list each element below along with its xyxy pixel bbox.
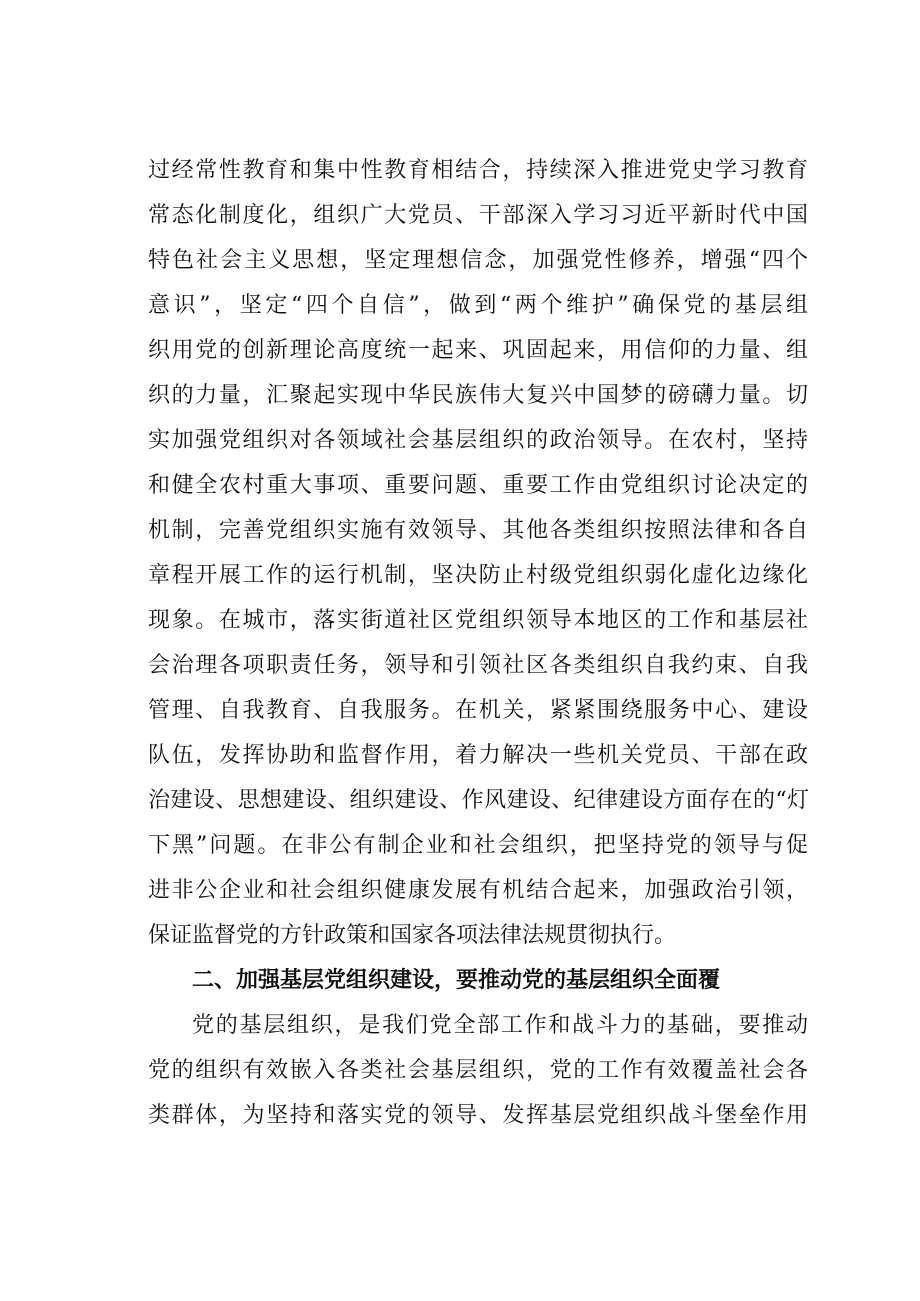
section-heading: 二、加强基层党组织建设，要推动党的基层组织全面覆	[192, 968, 721, 993]
paragraph-line: 管理、自我教育、自我服务。在机关，紧紧围绕服务中心、建设	[148, 698, 808, 723]
paragraph-line: 保证监督党的方针政策和国家各项法律法规贯彻执行。	[148, 923, 677, 948]
paragraph-line: 会治理各项职责任务，领导和引领社区各类组织自我约束、自我	[148, 653, 808, 678]
paragraph-line: 队伍，发挥协助和监督作用，着力解决一些机关党员、干部在政	[148, 743, 808, 768]
paragraph-line: 现象。在城市，落实街道社区党组织领导本地区的工作和基层社	[148, 608, 808, 633]
paragraph-line: 机制，完善党组织实施有效领导、其他各类组织按照法律和各自	[148, 518, 808, 543]
paragraph-line: 章程开展工作的运行机制，坚决防止村级党组织弱化虚化边缘化	[148, 563, 808, 588]
paragraph-line: 常态化制度化，组织广大党员、干部深入学习习近平新时代中国	[148, 203, 808, 228]
paragraph-line: 织用党的创新理论高度统一起来、巩固起来，用信仰的力量、组	[148, 338, 808, 363]
paragraph-line: 和健全农村重大事项、重要问题、重要工作由党组织讨论决定的	[148, 473, 808, 498]
paragraph-line: 治建设、思想建设、组织建设、作风建设、纪律建设方面存在的“灯	[148, 788, 808, 813]
paragraph-line: 织的力量，汇聚起实现中华民族伟大复兴中国梦的磅礴力量。切	[148, 383, 808, 408]
paragraph-line: 类群体，为坚持和落实党的领导、发挥基层党组织战斗堡垒作用	[148, 1103, 808, 1128]
paragraph-line: 实加强党组织对各领域社会基层组织的政治领导。在农村，坚持	[148, 428, 808, 453]
paragraph-line: 过经常性教育和集中性教育相结合，持续深入推进党史学习教育	[148, 158, 808, 183]
paragraph-line: 特色社会主义思想，坚定理想信念，加强党性修养，增强“四个	[148, 248, 808, 273]
paragraph-line: 党的基层组织，是我们党全部工作和战斗力的基础，要推动	[192, 1013, 808, 1038]
paragraph-line: 进非公企业和社会组织健康发展有机结合起来，加强政治引领，	[148, 878, 808, 903]
paragraph-line: 下黑”问题。在非公有制企业和社会组织，把坚持党的领导与促	[148, 833, 808, 858]
body-text	[148, 148, 808, 1138]
paragraph-line: 党的组织有效嵌入各类社会基层组织，党的工作有效覆盖社会各	[148, 1058, 808, 1083]
paragraph-line: 意识”，坚定“四个自信”，做到“两个维护”确保党的基层组	[148, 293, 808, 318]
